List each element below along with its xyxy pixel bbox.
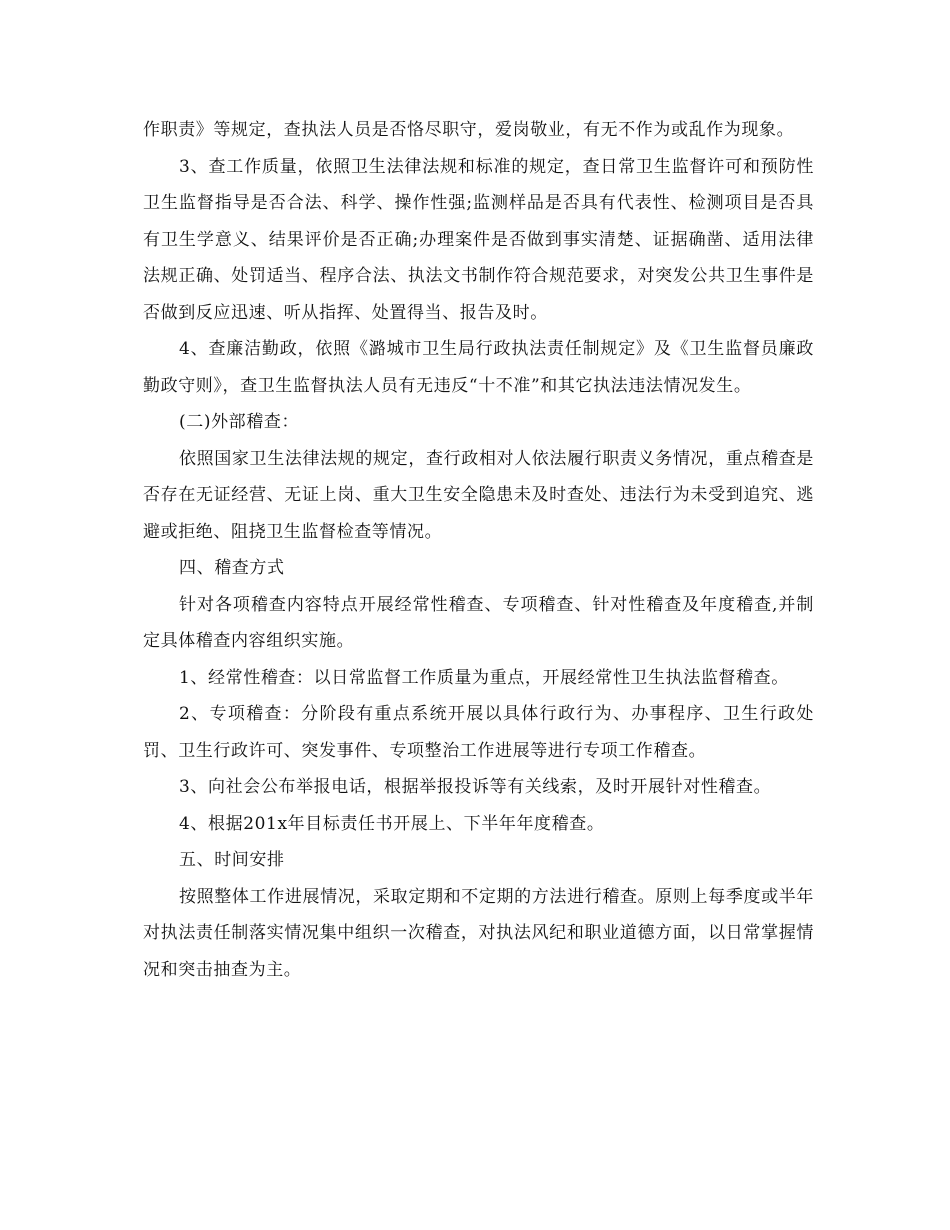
paragraph-routine-audit: 1、经常性稽查：以日常监督工作质量为重点，开展经常性卫生执法监督稽查。 — [179, 667, 789, 688]
paragraph-special-audit: 2、专项稽查：分阶段有重点系统开展以具体行政行为、办事程序、卫生行政处罚、卫生行政许可、突发事件、专项整治工作进展等进行专项工作稽查。 — [143, 704, 814, 761]
paragraph-schedule: 按照整体工作进展情况，采取定期和不定期的方法进行稽查。原则上每季度或半年对执法责任制落实情况集中组织一次稽查，对执法风纪和职业道德方面，以日常掌握情况和突击抽查为主。 — [143, 886, 814, 980]
paragraph-duty-continuation: 作职责》等规定，查执法人员是否恪尽职守，爱岗敬业，有无不作为或乱作为现象。 — [143, 120, 795, 140]
heading-schedule: 五、时间安排 — [179, 850, 285, 870]
document-body — [143, 112, 814, 988]
paragraph-integrity: 4、查廉洁勤政，依照《潞城市卫生局行政执法责任制规定》及《卫生监督员廉政勤政守则》，查卫生监督执法人员有无违反“十不准”和其它执法违法情况发生。 — [143, 339, 814, 396]
paragraph-external-audit: 依照国家卫生法律法规的规定，查行政相对人依法履行职责义务情况，重点稽查是否存在无证经营、无证上岗、重大卫生安全隐患未及时查处、违法行为未受到追究、逃避或拒绝、阻挠卫生监督检查等情况。 — [143, 448, 814, 542]
paragraph-audit-methods: 针对各项稽查内容特点开展经常性稽查、专项稽查、针对性稽查及年度稽查,并制定具体稽查内容组织实施。 — [143, 594, 814, 651]
paragraph-annual-audit: 4、根据201x年目标责任书开展上、下半年年度稽查。 — [179, 813, 605, 834]
heading-audit-methods: 四、稽查方式 — [179, 558, 285, 578]
paragraph-work-quality: 3、查工作质量，依照卫生法律法规和标准的规定，查日常卫生监督许可和预防性卫生监督指导是否合法、科学、操作性强;监测样品是否具有代表性、检测项目是否具有卫生学意义、结果评价是否正确;办理案件是否做到事实清楚、证据确凿、适用法律法规正确、处罚适当、程序合法、执法文书制作符合规范要求，对突发公共卫生事件是否做到反应迅速、听从指挥、处置得当、报告及时。 — [143, 156, 814, 323]
heading-external-audit: (二)外部稽查： — [179, 412, 300, 432]
paragraph-report-hotline: 3、向社会公布举报电话，根据举报投诉等有关线索，及时开展针对性稽查。 — [179, 777, 772, 797]
